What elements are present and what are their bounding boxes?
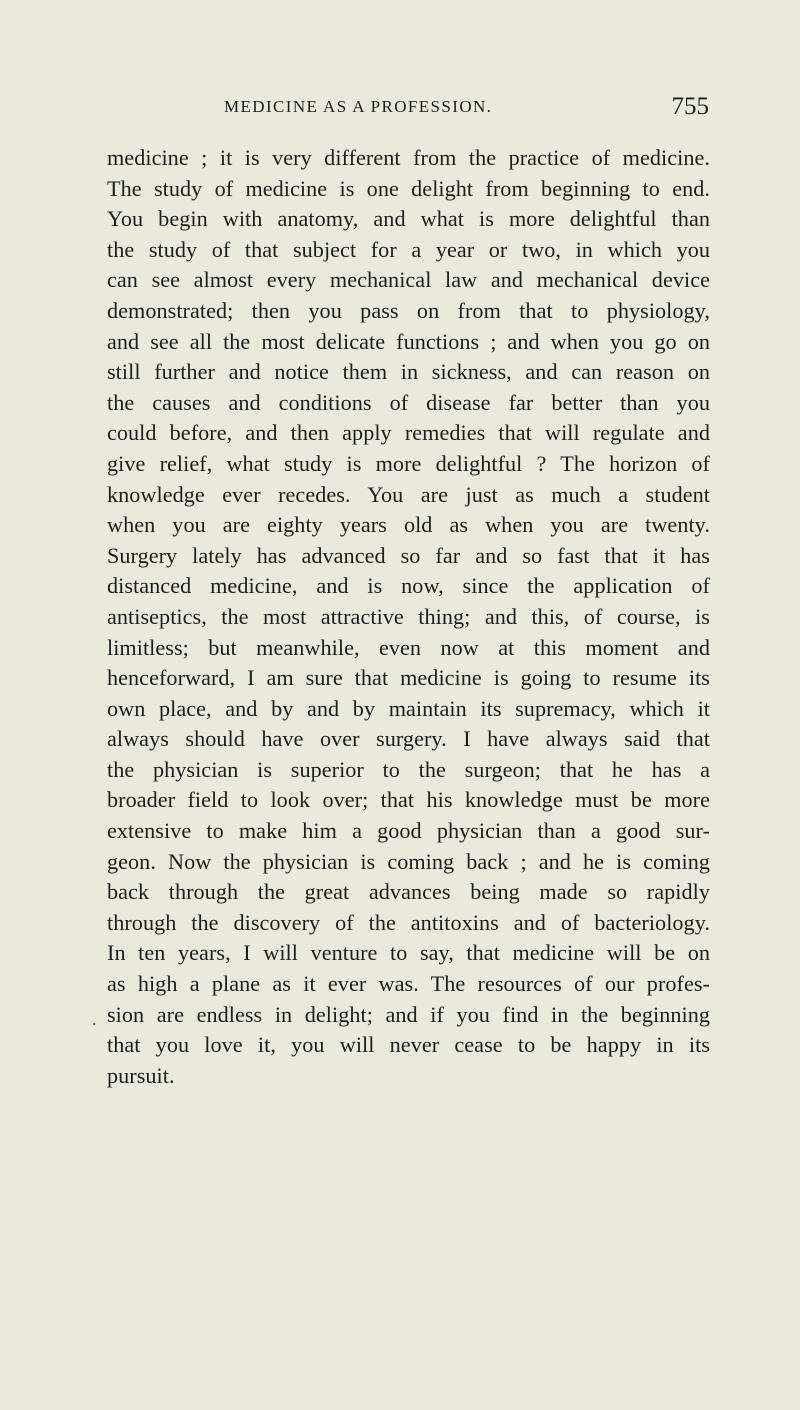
text-line: medicine ; it is very different from the practice of medicine. [107,145,710,170]
text-line: still further and notice them in sickness, and can reason on [107,359,710,385]
text-line: give relief, what study is more delightful ? The horizon of [107,450,710,476]
text-line: knowledge ever recedes. You are just as much a student [107,481,710,507]
text-line: henceforward, I am sure that medicine is going to resume its [107,665,710,691]
text-line: the causes and conditions of disease far better than you [107,389,710,415]
text-line: broader field to look over; that his knowledge must be more [107,787,710,813]
text-line: demonstrated; then you pass on from that to physiology, [107,297,710,323]
text-line-final: pursuit. [107,1062,175,1088]
text-line: that you love it, you will never cease to be happy in its [107,1032,710,1058]
text-line: through the discovery of the antitoxins and of bacteriology. [107,909,710,935]
page-header [107,94,710,130]
text-line: own place, and by and by maintain its supremacy, which it [107,695,710,721]
text-line: could before, and then apply remedies that will regulate and [107,420,710,446]
margin-mark: . [92,1009,97,1029]
text-line: sion are endless in delight; and if you find in the beginning [107,1001,710,1027]
text-line: In ten years, I will venture to say, that medicine will be on [107,940,710,966]
text-line: the study of that subject for a year or two, in which you [107,236,710,262]
text-line: geon. Now the physician is coming back ; and he is coming [107,848,710,874]
text-line: when you are eighty years old as when you are twenty. [107,512,710,538]
page-number: 755 [671,93,709,120]
text-line: always should have over surgery. I have always said that [107,726,710,752]
text-line: Surgery lately has advanced so far and so fast that it has [107,542,710,568]
text-line: antiseptics, the most attractive thing; and this, of course, is [107,603,710,629]
text-line: can see almost every mechanical law and mechanical device [107,267,710,293]
text-line: limitless; but meanwhile, even now at this moment and [107,634,710,660]
text-line: back through the great advances being made so rapidly [107,879,710,905]
text-line: the physician is superior to the surgeon; that he has a [107,756,710,782]
body-text [107,143,710,1273]
running-title: MEDICINE AS A PROFESSION. [224,97,493,116]
text-line: distanced medicine, and is now, since the application of [107,573,710,599]
text-line: as high a plane as it ever was. The resources of our profes- [107,971,710,997]
text-line: You begin with anatomy, and what is more delightful than [107,206,710,232]
text-line: extensive to make him a good physician than a good sur- [107,818,710,844]
text-line: The study of medicine is one delight from beginning to end. [107,175,710,201]
text-line: and see all the most delicate functions ; and when you go on [107,328,710,354]
